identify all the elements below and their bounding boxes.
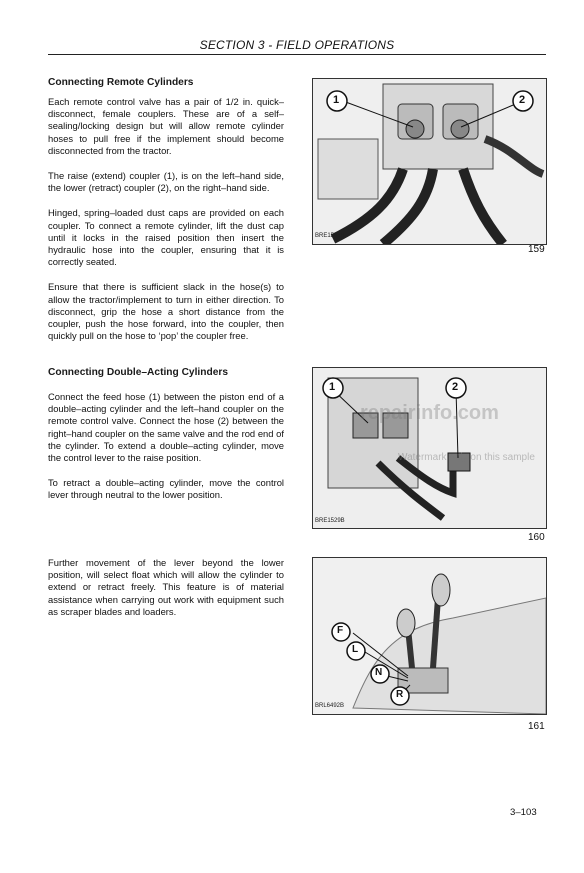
heading-connecting-remote-cylinders: Connecting Remote Cylinders [48, 77, 194, 88]
coupler-illustration [313, 79, 546, 244]
figure-160-double-acting-hoses [312, 367, 547, 529]
page-number: 3–103 [510, 807, 537, 818]
figure-code: BRL6492B [315, 703, 345, 709]
callout-l: L [352, 644, 359, 655]
paragraph: The raise (extend) coupler (1), is on the left–hand side, the lower (retract) coupler (2), on the right–hand side. [48, 170, 284, 194]
figure-159-remote-couplers [312, 78, 547, 245]
section-header: SECTION 3 - FIELD OPERATIONS [199, 38, 395, 52]
callout-2: 2 [452, 381, 459, 393]
header-rule [48, 54, 546, 55]
figure-number: 159 [528, 244, 545, 255]
paragraph: Each remote control valve has a pair of 1/2 in. quick–disconnect, female couplers. These are of a self–sealing/locking design but will allow remote cylinder hoses to pull free if the implement should become disconnected from the tractor. [48, 96, 284, 156]
paragraph: Hinged, spring–loaded dust caps are provided on each coupler. To connect a remote cylinder, lift the dust cap until it locks in the raised position then insert the hydraulic hose into the coupler, ensuring that it is correctly seated. [48, 207, 284, 268]
callout-1: 1 [329, 381, 336, 393]
callout-1: 1 [333, 94, 340, 106]
callout-f: F [337, 625, 344, 636]
figure-number: 161 [528, 721, 545, 732]
watermark: repairinfo.com [360, 402, 499, 424]
paragraph: Further movement of the lever beyond the lower position, will select float which will allow the cylinder to extend or retract freely. This feature is of material assistance when carrying out work with equipment such as scraper blades and loaders. [48, 557, 284, 617]
figure-number: 160 [528, 532, 545, 543]
watermark-subtext: Watermark only on this sample [398, 452, 535, 463]
section3-body [48, 557, 284, 618]
callout-n: N [375, 667, 383, 678]
section2-body [48, 391, 284, 502]
paragraph: Ensure that there is sufficient slack in the hose(s) to allow the tractor/implement to turn in either direction. To disconnect, grip the hose a short distance from the coupler, push the hose forward, into the coupler, then quickly pull on the hose to ‘pop’ the coupler free. [48, 281, 284, 342]
hose-illustration [313, 368, 546, 528]
figure-161-control-lever [312, 557, 547, 715]
paragraph: Connect the feed hose (1) between the piston end of a double–acting cylinder and the left–hand coupler on the remote control valve. Connect the hose (2) between the right–hand coupler on the same valve and the rod end of the cylinder. To extend a double–acting cylinder, move the control lever to the raise position. [48, 391, 284, 464]
heading-connecting-double-acting-cylinders: Connecting Double–Acting Cylinders [48, 367, 228, 378]
figure-code: BRE1529B [315, 518, 345, 524]
section1-body [48, 96, 284, 342]
figure-code: BRE1565B [315, 233, 345, 239]
callout-2: 2 [519, 94, 526, 106]
lever-illustration [313, 558, 546, 714]
callout-r: R [396, 689, 404, 700]
paragraph: To retract a double–acting cylinder, move the control lever through neutral to the lower position. [48, 477, 284, 501]
